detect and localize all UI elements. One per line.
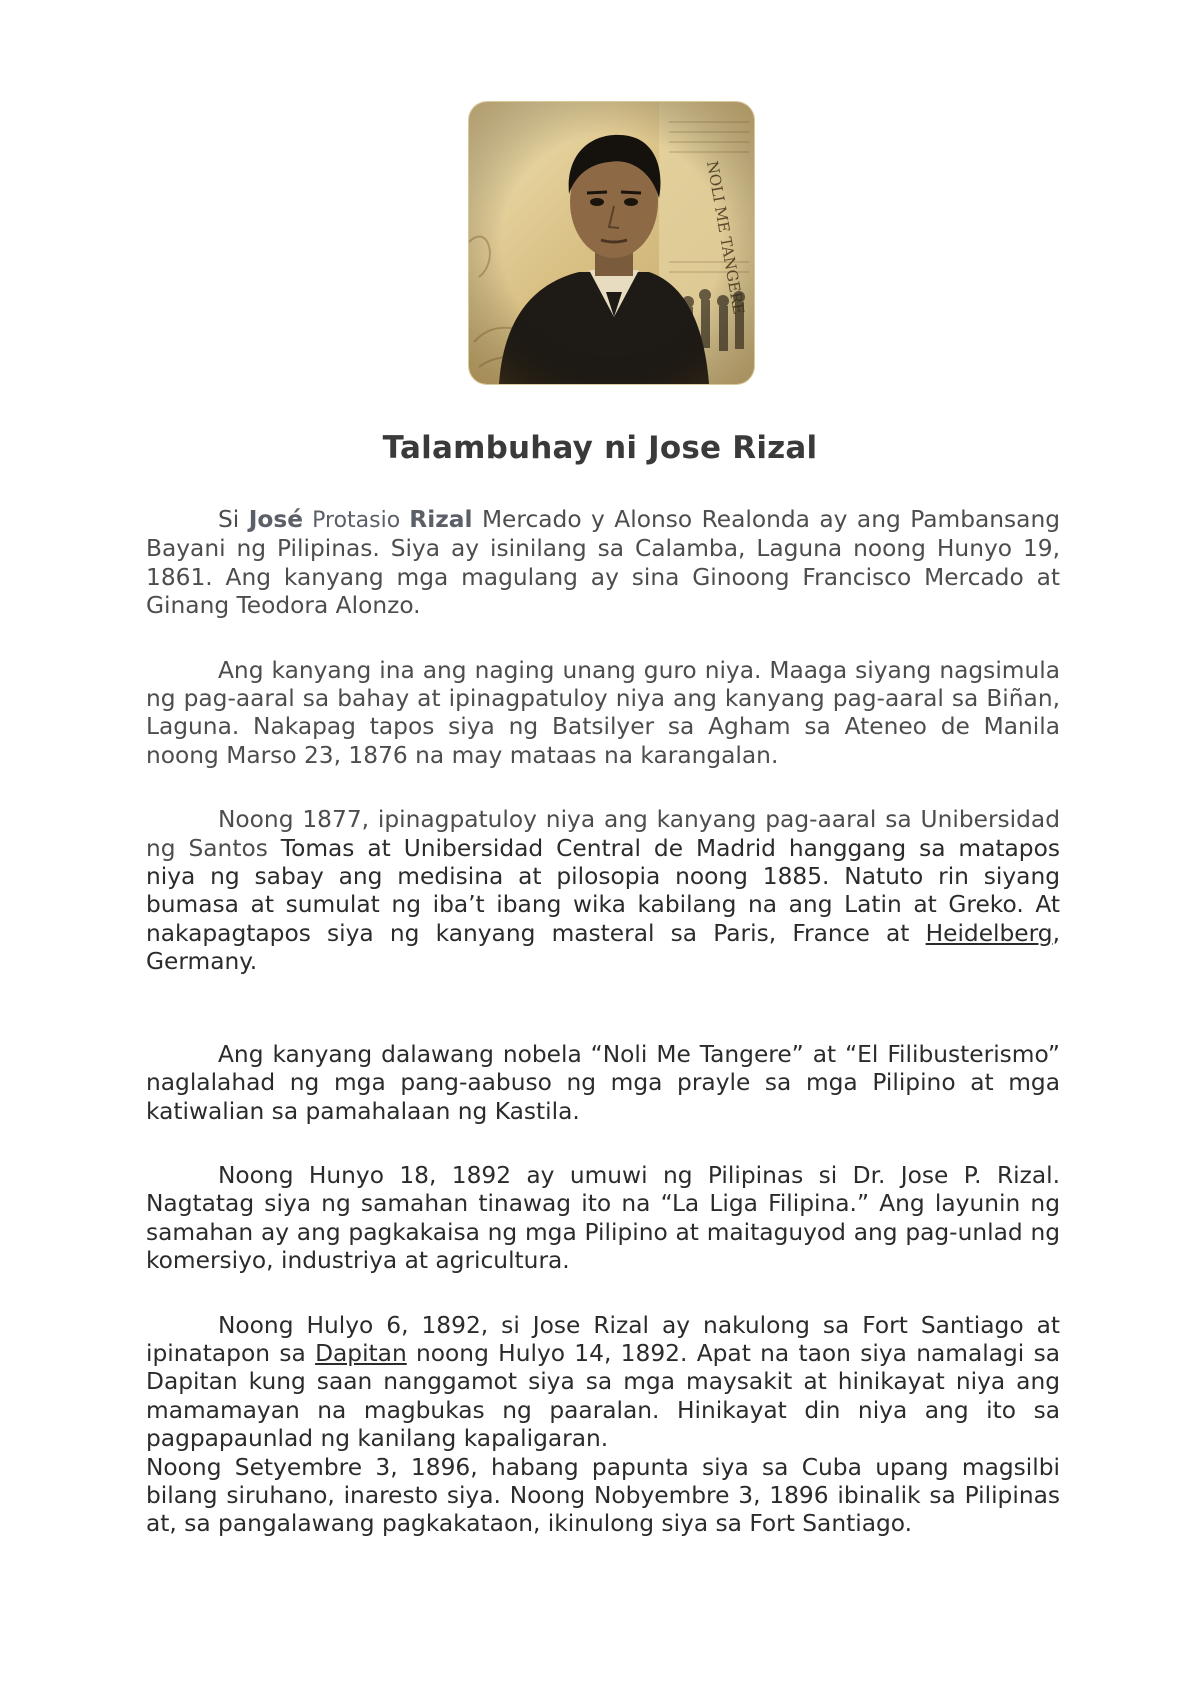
- paragraph-birth: [146, 506, 1060, 621]
- paragraph-education: Ang kanyang ina ang naging unang guro niya. Maaga siyang nagsimula ng pag-aaral sa bahay at ipinagpatuloy niya ang kanyang pag-aaral sa Biñan, Laguna. Nakapag tapos siya ng Batsilyer sa Agham sa Ateneo de Manila noong Marso 23, 1876 na may mataas na karangalan.: [146, 656, 1060, 769]
- text-span: Noong 1877, ipinagpatuloy niya ang kanyang pag-aaral sa Unibersidad ng Santos: [146, 806, 1060, 862]
- paragraph-novels: Ang kanyang dalawang nobela “Noli Me Tangere” at “El Filibusterismo” naglalahad ng mga pang-aabuso ng mga prayle sa mga Pilipino at mga katiwalian sa pamahalaan ng Kastila.: [146, 1040, 1060, 1125]
- spacer: [146, 770, 1060, 806]
- paragraph-arrest: Noong Setyembre 3, 1896, habang papunta siya sa Cuba upang magsilbi bilang siruhano, inaresto siya. Noong Nobyembre 3, 1896 ibinalik sa Pilipinas at, sa pangalawang pagkakataon, ikinulong siya sa Fort Santiago.: [146, 1453, 1060, 1538]
- paragraph-university: [146, 806, 1060, 976]
- paragraph-la-liga: Noong Hunyo 18, 1892 ay umuwi ng Pilipinas si Dr. Jose P. Rizal. Nagtatag siya ng samahan tinawag ito na “La Liga Filipina.” Ang layunin ng samahan ay ang pagkakaisa ng mga Pilipino at maitaguyod ang pag-unlad ng komersiyo, industriya at agricultura.: [146, 1161, 1060, 1275]
- name-jose: José: [248, 506, 304, 533]
- link-heidelberg[interactable]: Heidelberg: [925, 919, 1053, 947]
- spacer: [146, 621, 1060, 657]
- text-span: Mercado y Alonso Realonda ay ang Pambansang Bayani ng Pilipinas. Siya ay isinilang sa Calamba, Laguna noong Hunyo 19, 1861. Ang kanyang mga magulang ay sina Ginoong Francisco Mercado at Ginang Teodora Alonzo.: [146, 506, 1060, 620]
- name-protasio: Protasio: [303, 508, 410, 533]
- portrait-image: [469, 102, 754, 384]
- spacer: [146, 1126, 1060, 1162]
- paragraph-dapitan: [146, 1312, 1060, 1454]
- text-span: Tomas at Unibersidad Central de Madrid hanggang sa matapos niya ng sabay ang medisina at pilosopia noong 1885. Natuto rin siyang bumasa at sumulat ng iba’t ibang wika kabilang na ang Latin at Greko. At nakapagtapos siya ng kanyang masteral sa Paris, France at: [146, 834, 1060, 947]
- text-span: , Germany.: [146, 919, 1060, 976]
- spacer: [146, 1276, 1060, 1312]
- text-span: noong Hulyo 14, 1892. Apat na taon siya namalagi sa Dapitan kung saan nanggamot siya sa mga maysakit at hinikayat niya ang mamamayan na magbukas ng paaralan. Hinikayat din niya ang ito sa pagpapaunlad ng kanilang kapaligaran.: [146, 1339, 1061, 1453]
- spacer: [146, 977, 1060, 1041]
- biography-body: [146, 506, 1060, 1539]
- text-span: Si: [218, 506, 249, 533]
- page-title: Talambuhay ni Jose Rizal: [382, 430, 818, 466]
- link-dapitan[interactable]: Dapitan: [315, 1339, 407, 1367]
- name-rizal: Rizal: [409, 506, 473, 533]
- text-span: Noong Hulyo 6, 1892, si Jose Rizal ay nakulong sa Fort Santiago at ipinatapon sa: [146, 1311, 1060, 1367]
